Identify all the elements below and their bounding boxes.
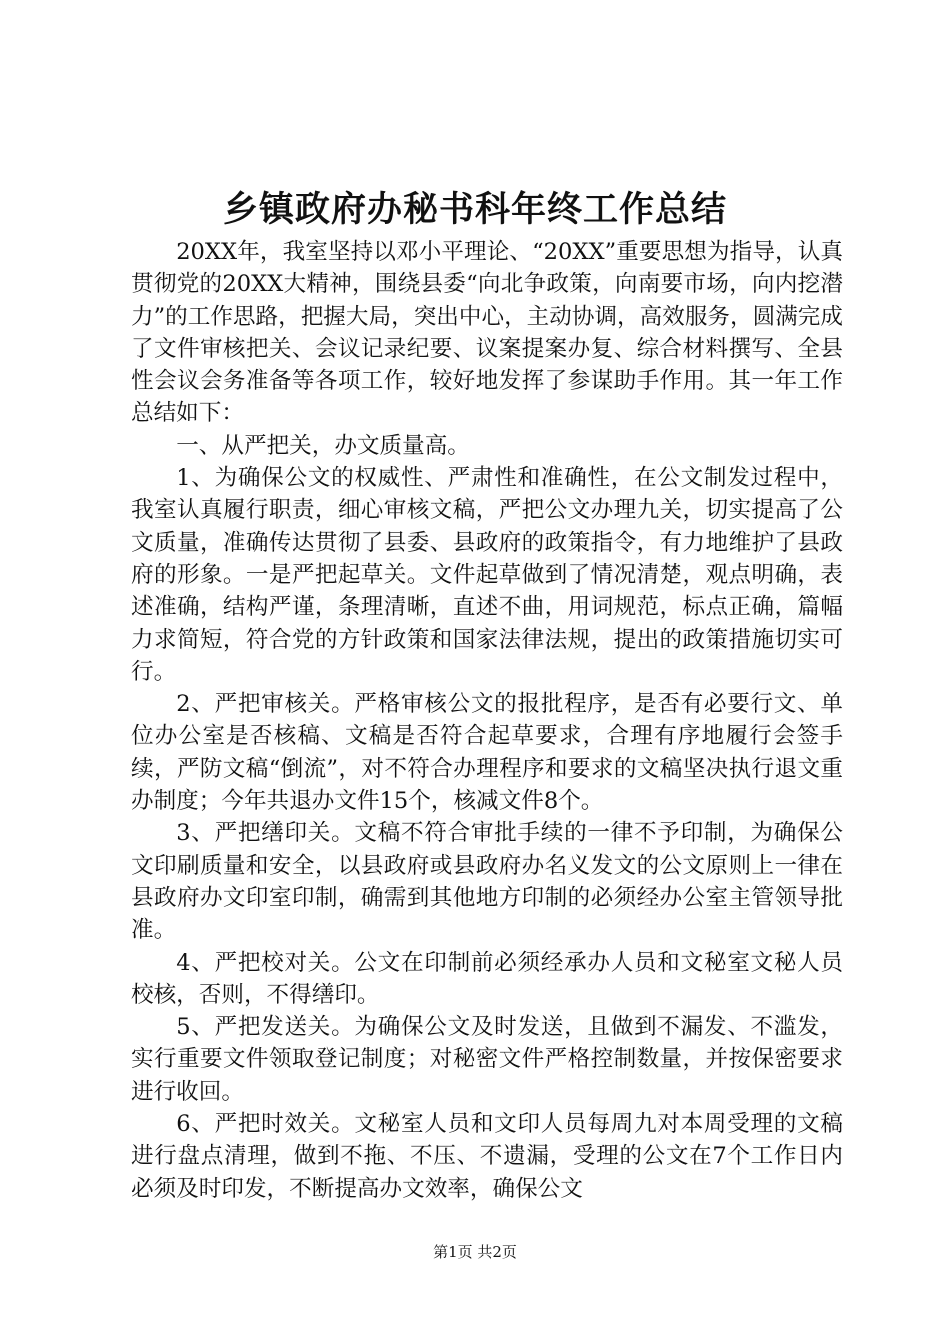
document-title: 乡镇政府办秘书科年终工作总结: [222, 189, 727, 230]
section-heading-1: 一、从严把关，办文质量高。: [176, 432, 470, 459]
paragraph-item-5: 5、严把发送关。为确保公文及时发送，且做到不漏发、不滥发，实行重要文件领取登记制度；对秘密文件严格控制数量，并按保密要求进行收回。: [131, 1014, 843, 1105]
paragraph-item-4: 4、严把校对关。公文在印制前必须经承办人员和文秘室文秘人员校核，否则，不得缮印。: [131, 949, 843, 1008]
paragraph-item-2: 2、严把审核关。严格审核公文的报批程序，是否有必要行文、单位办公室是否核稿、文稿是否符合起草要求，合理有序地履行会签手续，严防文稿“倒流”，对不符合办理程序和要求的文稿坚决执行退文重办制度；今年共退办文件15个，核减文件8个。: [131, 691, 843, 815]
page-footer: [0, 1242, 950, 1262]
paragraph-item-3: 3、严把缮印关。文稿不符合审批手续的一律不予印制，为确保公文印刷质量和安全，以县政府或县政府办名义发文的公文原则上一律在县政府办文印室印制，确需到其他地方印制的必须经办公室主管领导批准。: [131, 820, 843, 944]
paragraph-item-1: 1、为确保公文的权威性、严肃性和准确性，在公文制发过程中，我室认真履行职责，细心审核文稿，严把公文办理九关，切实提高了公文质量，准确传达贯彻了县委、县政府的政策指令，有力地维护了县政府的形象。一是严把起草关。文件起草做到了情况清楚，观点明确，表述准确，结构严谨，条理清晰，直述不曲，用词规范，标点正确，篇幅力求简短，符合党的方针政策和国家法律法规，提出的政策措施切实可行。: [131, 465, 843, 685]
page-total: 共2页: [477, 1243, 517, 1261]
document-body: [131, 236, 843, 1205]
paragraph-intro: 20XX年，我室坚持以邓小平理论、“20XX”重要思想为指导，认真贯彻党的20XX大精神，围绕县委“向北争政策，向南要市场，向内挖潜力”的工作思路，把握大局，突出中心，主动协调，高效服务，圆满完成了文件审核把关、会议记录纪要、议案提案办复、综合材料撰写、全县性会议会务准备等各项工作，较好地发挥了参谋助手作用。其一年工作总结如下：: [131, 239, 843, 427]
page-number: 第1页: [433, 1243, 473, 1261]
paragraph-item-6: 6、严把时效关。文秘室人员和文印人员每周九对本周受理的文稿进行盘点清理，做到不拖、不压、不遗漏，受理的公文在7个工作日内必须及时印发，不断提高办文效率，确保公文: [131, 1111, 843, 1202]
